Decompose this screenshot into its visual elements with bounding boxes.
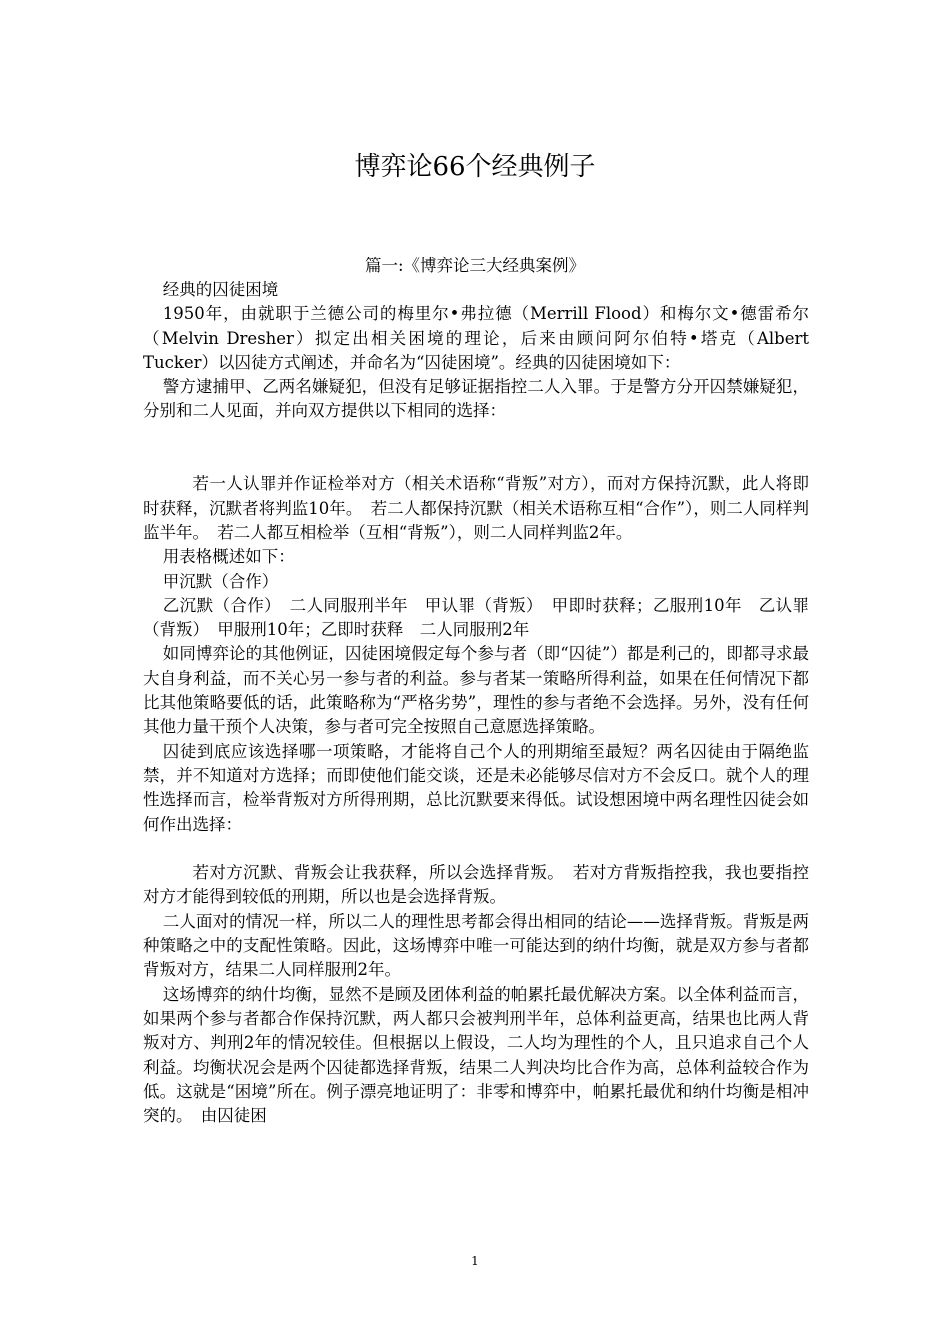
paragraph: 若对方沉默、背叛会让我获释，所以会选择背叛。 若对方背叛指控我，我也要指控对方才能得到较低的刑期，所以也是会选择背叛。 <box>143 863 809 907</box>
paragraph: 如同博弈论的其他例证，囚徒困境假定每个参与者（即“囚徒”）都是利己的，即都寻求最大自身利益，而不关心另一参与者的利益。参与者某一策略所得利益，如果在任何情况下都比其他策略要低的话，此策略称为“严格劣势”，理性的参与者绝不会选择。另外，没有任何其他力量干预个人决策，参与者可完全按照自己意愿选择策略。 <box>143 644 809 737</box>
blank-line <box>143 837 809 861</box>
blank-line <box>143 448 809 472</box>
section-title: 篇一:《博弈论三大经典案例》 <box>364 256 586 275</box>
paragraph: 用表格概述如下： <box>162 547 295 567</box>
page-number: 1 <box>471 1254 479 1268</box>
paragraph: 这场博弈的纳什均衡，显然不是顾及团体利益的帕累托最优解决方案。以全体利益而言，如果两个参与者都合作保持沉默，两人都只会被判刑半年，总体利益更高，结果也比两人背叛对方、判刑2年的情况较佳。但根据以上假设，二人均为理性的个人，且只追求自己个人利益。均衡状况会是两个囚徒都选择背叛，结果二人判决均比合作为高，总体利益较合作为低。这就是“困境”所在。例子漂亮地证明了：非零和博弈中，帕累托最优和纳什均衡是相冲突的。 由囚徒困 <box>143 984 809 1126</box>
paragraph: 囚徒到底应该选择哪一项策略，才能将自己个人的刑期缩至最短？两名囚徒由于隔绝监禁，并不知道对方选择；而即使他们能交谈，还是未必能够尽信对方不会反口。就个人的理性选择而言，检举背叛对方所得刑期，总比沉默要来得低。试设想困境中两名理性囚徒会如何作出选择： <box>143 741 809 834</box>
document-title: 博弈论66个经典例子 <box>354 152 596 182</box>
paragraph: 二人面对的情况一样，所以二人的理性思考都会得出相同的结论——选择背叛。背叛是两种策略之中的支配性策略。因此，这场博弈中唯一可能达到的纳什均衡，就是双方参与者都背叛对方，结果二人同样服刑2年。 <box>143 911 809 980</box>
blank-line <box>143 424 809 448</box>
paragraph: 若一人认罪并作证检举对方（相关术语称“背叛”对方），而对方保持沉默，此人将即时获释，沉默者将判监10年。 若二人都保持沉默（相关术语称互相“合作”），则二人同样判监半年。 若二人都互相检举（互相“背叛”），则二人同样判监2年。 <box>143 474 809 542</box>
paragraph: 1950年，由就职于兰德公司的梅里尔•弗拉德（Merrill Flood）和梅尔文•德雷希尔（Melvin Dresher）拟定出相关困境的理论，后来由顾问阿尔伯特•塔克（Albert Tucker）以囚徒方式阐述，并命名为“囚徒困境”。经典的囚徒困境如下： <box>143 304 809 372</box>
paragraph: 甲沉默（合作） <box>162 571 279 591</box>
paragraph: 乙沉默（合作） 二人同服刑半年 甲认罪（背叛） 甲即时获释；乙服刑10年 乙认罪（背叛） 甲服刑10年；乙即时获释 二人同服刑2年 <box>143 595 809 640</box>
paragraph-heading: 经典的囚徒困境 <box>162 280 279 299</box>
document-body <box>143 278 809 1128</box>
paragraph: 警方逮捕甲、乙两名嫌疑犯，但没有足够证据指控二人入罪。于是警方分开囚禁嫌疑犯，分别和二人见面，并向双方提供以下相同的选择： <box>143 377 809 421</box>
